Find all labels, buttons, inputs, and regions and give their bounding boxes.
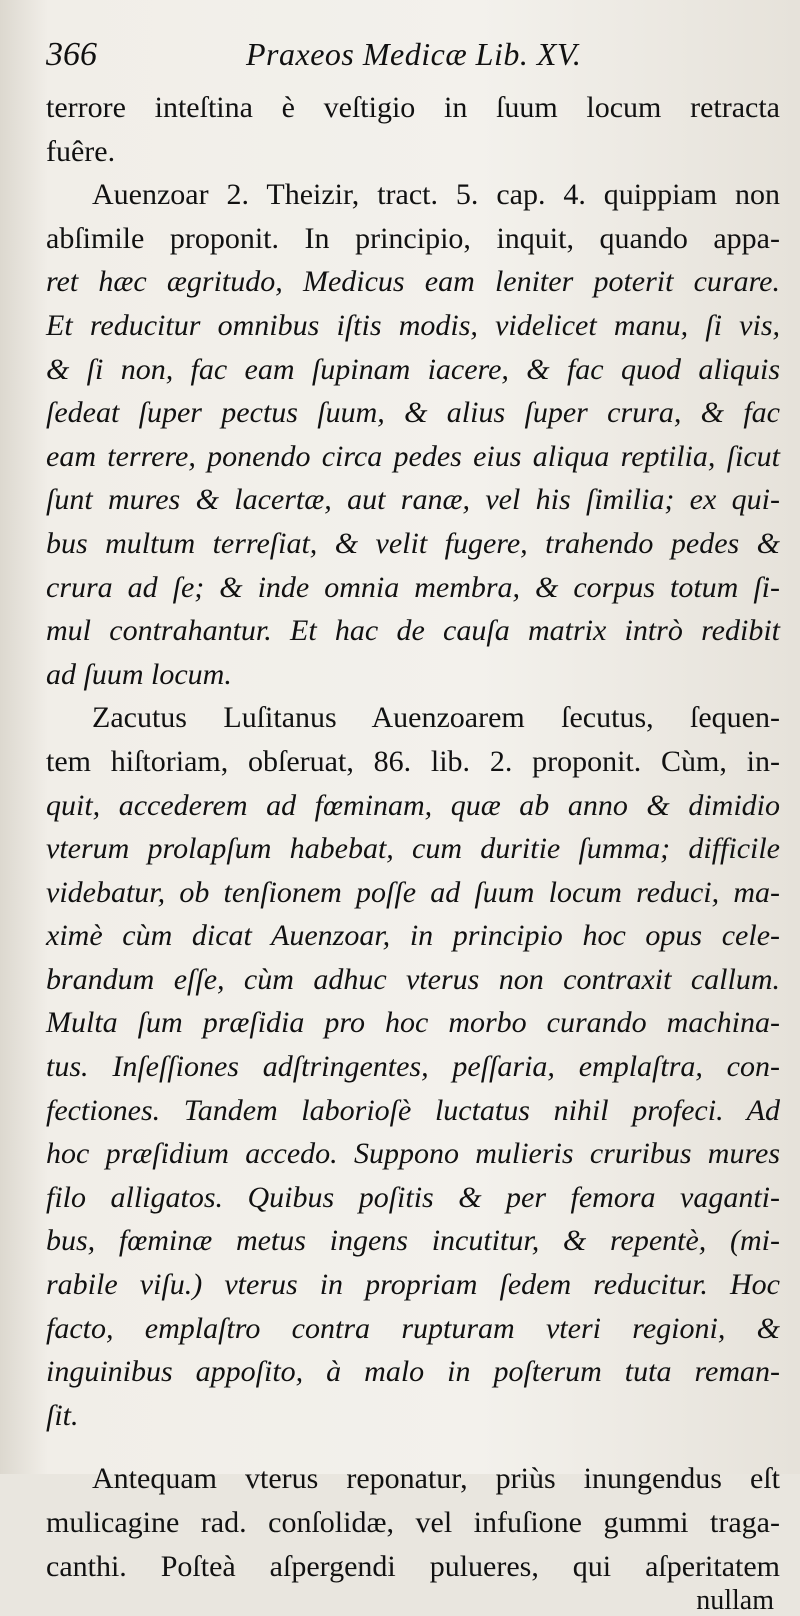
text-line: ad ſuum locum.	[46, 657, 232, 691]
text-line: Multa ſum præſidia pro hoc morbo curando machina-	[46, 1006, 780, 1040]
paragraph	[46, 696, 780, 1437]
text-line: quit, accederem ad fœminam, quæ ab anno & dimidio	[46, 788, 780, 822]
paragraph	[46, 1457, 780, 1588]
text-line: fuêre.	[46, 134, 116, 168]
paragraph	[46, 173, 780, 696]
catchword: nullam	[696, 1585, 774, 1616]
page-number: 366	[46, 36, 97, 73]
text-line: Antequam vterus reponatur, priùs inungendus eſt	[92, 1462, 780, 1496]
text-line: tus. Inſeſſiones adſtringentes, peſſaria, emplaſtra, con-	[46, 1050, 780, 1084]
text-line: videbatur, ob tenſionem poſſe ad ſuum locum reduci, ma-	[46, 875, 780, 909]
text-line: hoc præſidium accedo. Suppono mulieris cruribus mures	[46, 1137, 780, 1171]
text-line: bus multum terreſiat, & velit fugere, trahendo pedes &	[46, 526, 780, 560]
body-text	[46, 86, 780, 1588]
text-line: mul contrahantur. Et hac de cauſa matrix intrò redibit	[46, 614, 780, 648]
page-header	[46, 36, 780, 86]
text-line: bus, fœminæ metus ingens incutitur, & repentè, (mi-	[46, 1224, 780, 1258]
text-line: & ſi non, fac eam ſupinam iacere, & fac quod aliquis	[46, 352, 780, 386]
text-line: ſunt mures & lacertæ, aut ranæ, vel his ſimilia; ex qui-	[46, 483, 780, 517]
text-line: filo alligatos. Quibus poſitis & per femora vaganti-	[46, 1180, 780, 1214]
text-line: rabile viſu.) vterus in propriam ſedem reducitur. Hoc	[46, 1268, 780, 1302]
text-line: inguinibus appoſito, à malo in poſterum tuta reman-	[46, 1355, 780, 1389]
text-line: fectiones. Tandem laborioſè luctatus nihil profeci. Ad	[46, 1093, 780, 1127]
text-line: facto, emplaſtro contra rupturam vteri regioni, &	[46, 1311, 780, 1345]
running-title: Praxeos Medicæ Lib. XV.	[246, 36, 582, 72]
text-line: Auenzoar 2. Theizir, tract. 5. cap. 4. quippiam non	[92, 178, 780, 212]
text-line: eam terrere, ponendo circa pedes eius aliqua reptilia, ſicut	[46, 439, 780, 473]
text-line: ſedeat ſuper pectus ſuum, & alius ſuper crura, & fac	[46, 396, 780, 430]
text-line: Zacutus Luſitanus Auenzoarem ſecutus, ſequen-	[92, 701, 780, 735]
text-line: ſit.	[46, 1398, 79, 1432]
text-line: terrore inteſtina è veſtigio in ſuum locum retracta	[46, 91, 780, 124]
text-line: vterum prolapſum habebat, cum duritie ſumma; difficile	[46, 832, 780, 866]
text-line: mulicagine rad. conſolidæ, vel infuſione gummi traga-	[46, 1506, 780, 1539]
text-line: ret hæc ægritudo, Medicus eam leniter poterit curare.	[46, 265, 780, 299]
text-line: tem hiſtoriam, obſeruat, 86. lib. 2. proponit. Cùm, in-	[46, 744, 780, 778]
text-line: brandum eſſe, cùm adhuc vterus non contraxit callum.	[46, 962, 780, 996]
paragraph	[46, 86, 780, 173]
text-line: Et reducitur omnibus iſtis modis, videlicet manu, ſi vis,	[46, 308, 780, 342]
text-line: crura ad ſe; & inde omnia membra, & corpus totum ſi-	[46, 570, 780, 604]
text-line: ximè cùm dicat Auenzoar, in principio hoc opus cele-	[46, 919, 780, 953]
text-line: canthi. Poſteà aſpergendi pulueres, qui aſperitatem	[46, 1549, 780, 1583]
text-line: abſimile proponit. In principio, inquit, quando appa-	[46, 221, 780, 255]
